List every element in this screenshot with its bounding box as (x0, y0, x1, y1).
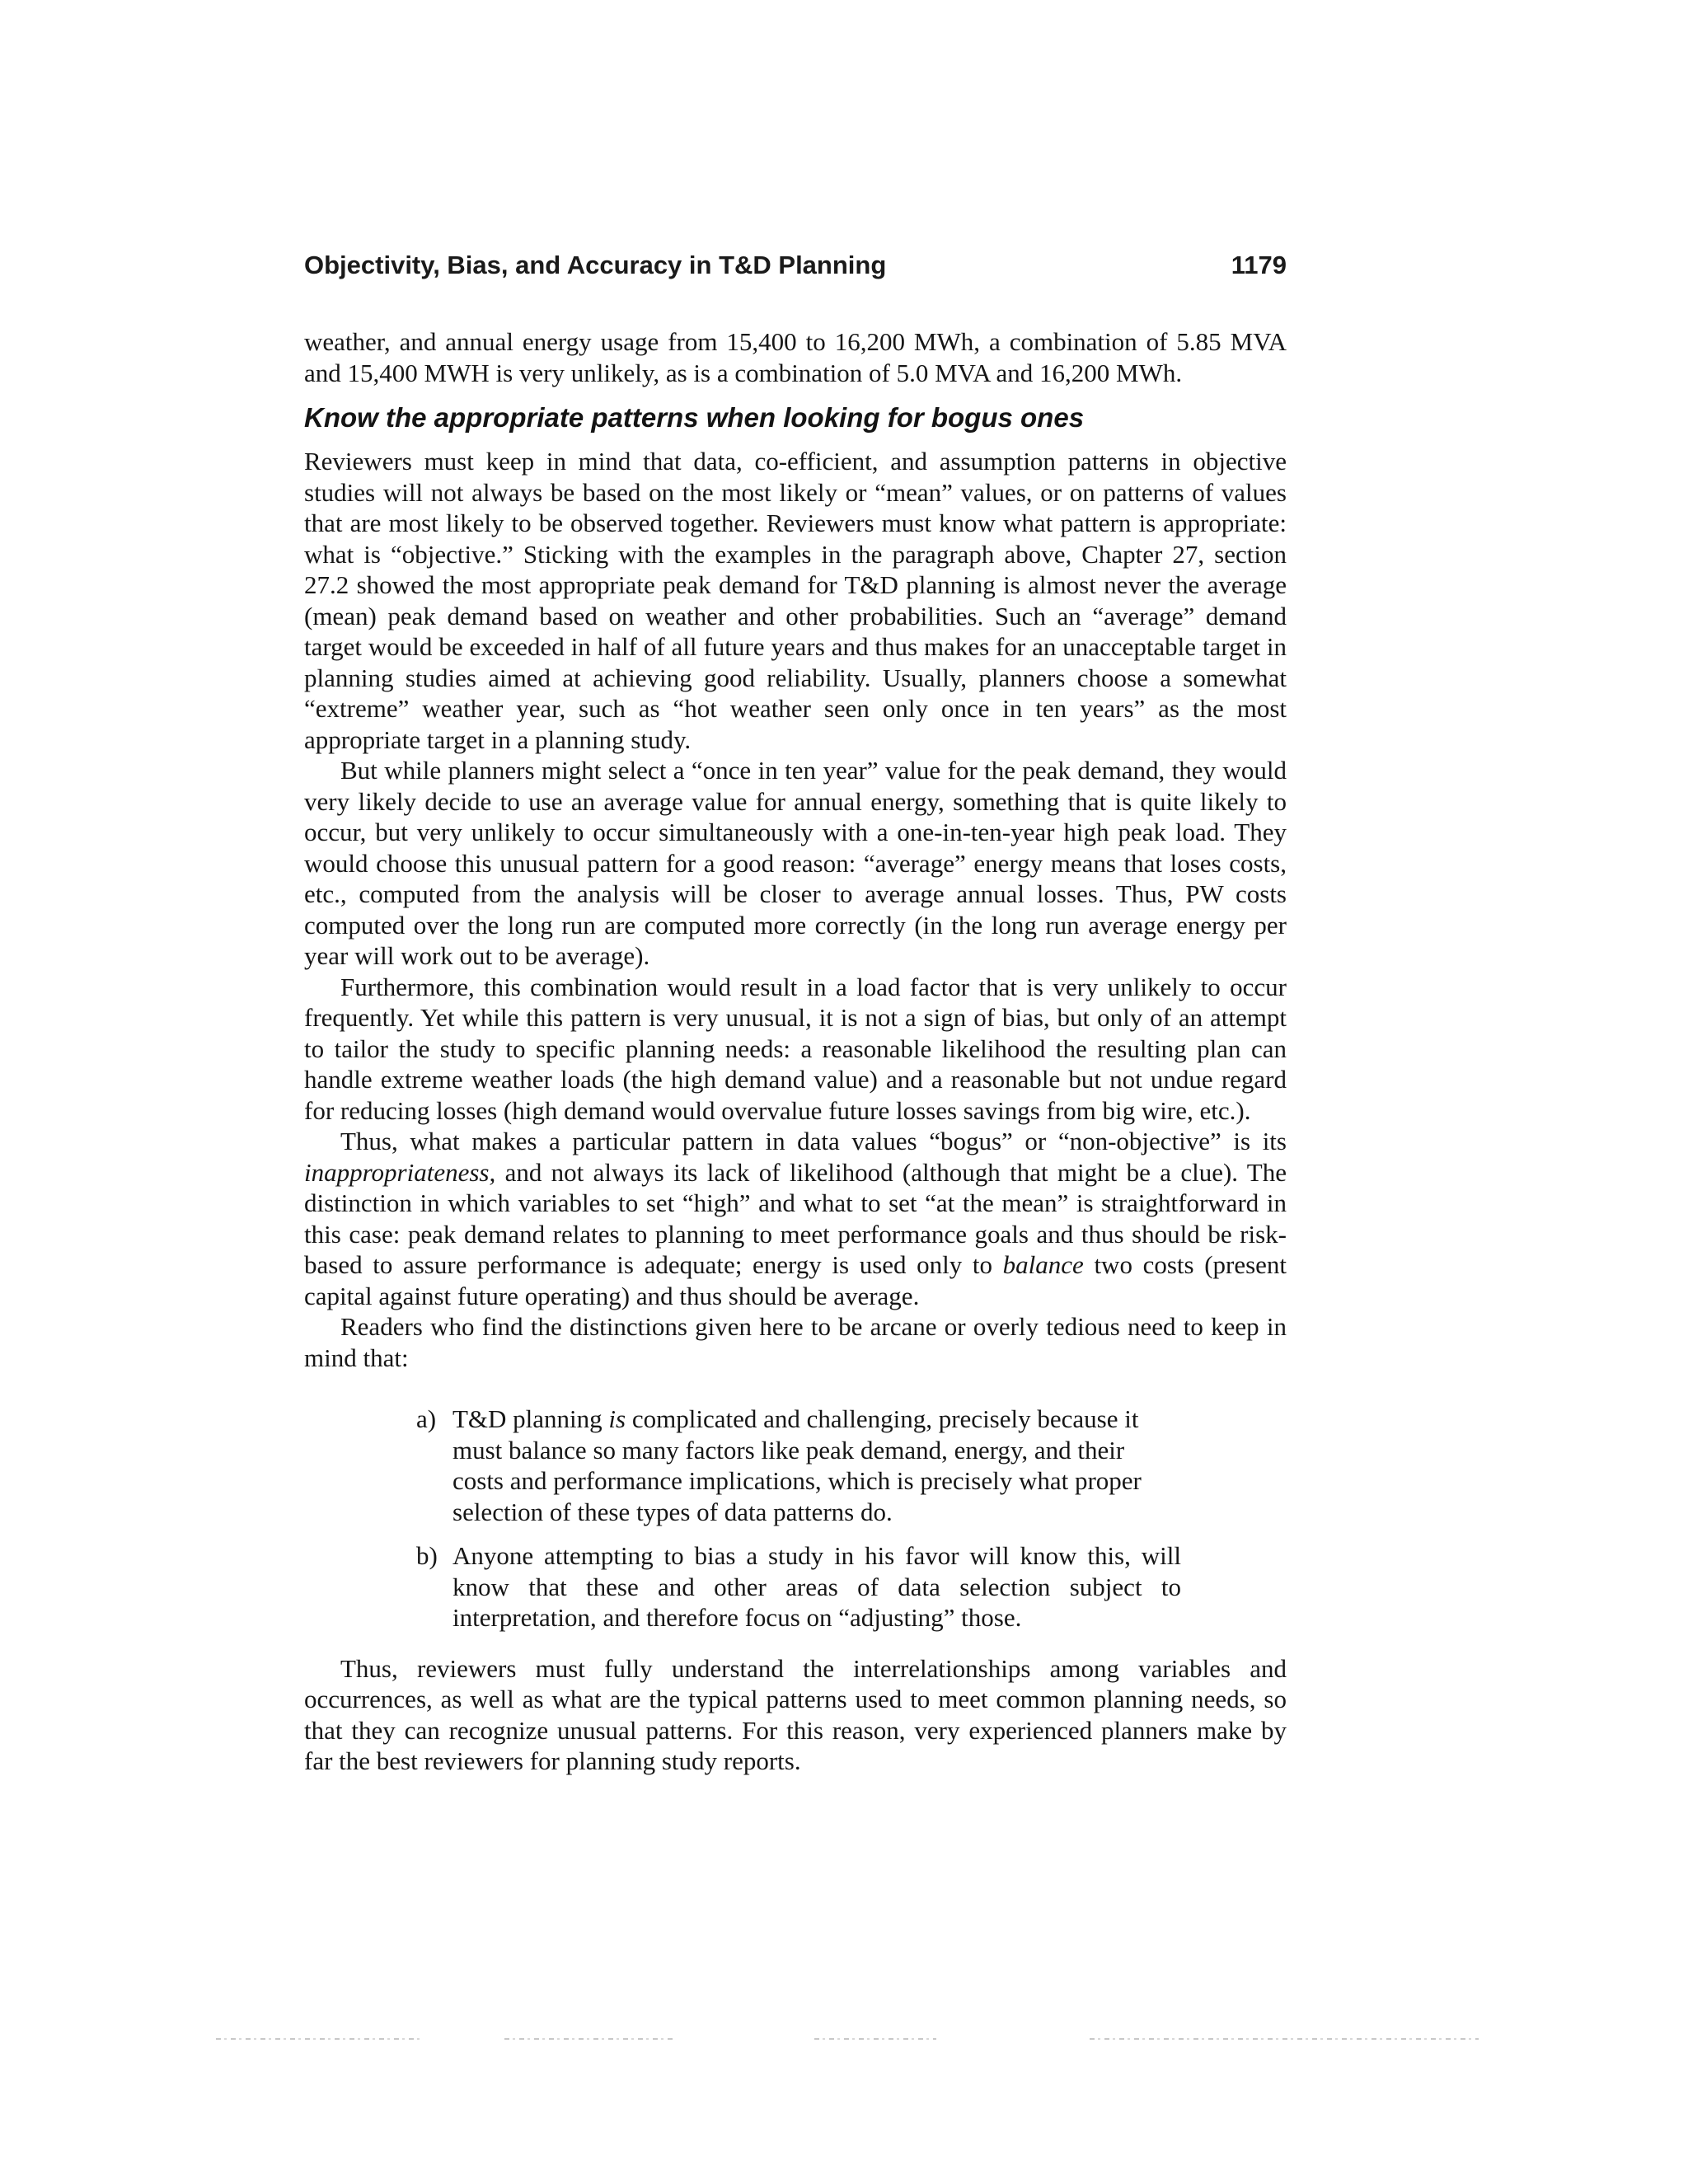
paragraph-bogus-part-c: and not always its lack of likelihood (although that might be a clue). The distinction in which variables to set “high” and what to set “at the mean” is straightforward in this case: peak demand relates to planning to meet performance goals and thus should be risk-based to assure performance is adequate; energy is used only to (304, 1157, 1287, 1279)
list-item-text (452, 1404, 1181, 1527)
emphasis-inappropriateness: inappropriateness, (304, 1157, 496, 1187)
emphasis-balance: balance (1002, 1250, 1084, 1279)
list-item-text-post: complicated and challenging, precisely because it must balance so many factors like peak demand, energy, and their costs and performance implications, which is precisely what proper selection of these types of data patterns do. (452, 1404, 1142, 1526)
chapter-title: Objectivity, Bias, and Accuracy in T&D Planning (304, 251, 887, 279)
emphasis-is: is (608, 1404, 626, 1433)
section-heading: Know the appropriate patterns when looking for bogus ones (304, 402, 1085, 433)
page-number: 1179 (1231, 251, 1287, 279)
paragraph-once-in-ten: But while planners might select a “once in ten year” value for the peak demand, they would very likely decide to use an average value for annual energy, something that is quite likely to occur, but very unlikely to occur simultaneously with a one-in-ten-year high peak load. They would choose this unusual pattern for a good reason: “average” energy means that loses costs, etc., computed from the analysis will be closer to average annual losses. Thus, PW costs computed over the long run are computed more correctly (in the long run average energy per year will work out to be average). (304, 756, 1287, 970)
list-marker: b) (416, 1541, 438, 1570)
paragraph-reviewers: Reviewers must keep in mind that data, co-efficient, and assumption patterns in objective studies will not always be based on the most likely or “mean” values, or on patterns of values that are most likely to be observed together. Reviewers must know what pattern is appropriate: what is “objective.” Sticking with the examples in the paragraph above, Chapter 27, section 27.2 showed the most appropriate peak demand for T&D planning is almost never the average (mean) peak demand based on weather and other probabilities. Such an “average” demand target would be exceeded in half of all future years and thus makes for an unacceptable target in planning studies aimed at achieving good reliability. Usually, planners choose a somewhat “extreme” weather year, such as “hot weather seen only once in ten years” as the most appropriate target in a planning study. (304, 447, 1287, 754)
body-text (304, 326, 1287, 1777)
list-item (304, 1540, 1181, 1633)
lettered-list (304, 1404, 1287, 1633)
scan-artifact-line (504, 2038, 674, 2040)
continued-paragraph: weather, and annual energy usage from 15,400 to 16,200 MWh, a combination of 5.85 MVA and 15,400 MWH is very unlikely, as is a combination of 5.0 MVA and 16,200 MWh. (304, 327, 1287, 387)
list-item-text: Anyone attempting to bias a study in his favor will know this, will know that these and other areas of data selection subject to interpretation, and therefore focus on “adjusting” those. (452, 1541, 1181, 1632)
paragraph-bogus-part-e: two costs (present capital against future operating) and thus should be average. (304, 1250, 1287, 1310)
list-marker: a) (416, 1404, 437, 1433)
paragraph-conclusion: Thus, reviewers must fully understand the interrelationships among variables and occurrences, as well as what are the typical patterns used to meet common planning needs, so that they can recognize unusual patterns. For this reason, very experienced planners make by far the best reviewers for planning study reports. (304, 1653, 1287, 1775)
scan-artifact-line (1090, 2038, 1479, 2040)
paragraph-readers: Readers who find the distinctions given here to be arcane or overly tedious need to keep in mind that: (304, 1312, 1287, 1372)
list-item (304, 1404, 1181, 1527)
paragraph-load-factor: Furthermore, this combination would result in a load factor that is very unlikely to occur frequently. Yet while this pattern is very unusual, it is not a sign of bias, but only of an attempt to tailor the study to specific planning needs: a reasonable likelihood the resulting plan can handle extreme weather loads (the high demand value) and a reasonable but not undue regard for reducing losses (high demand would overvalue future losses savings from big wire, etc.). (304, 972, 1287, 1125)
list-item-text-pre: T&D planning (452, 1404, 603, 1433)
scan-artifact-line (216, 2038, 422, 2040)
scan-artifact-line (814, 2038, 936, 2040)
paragraph-bogus (304, 1126, 1287, 1311)
paragraph-bogus-part-a: Thus, what makes a particular pattern in data values “bogus” or “non-objective” is its (340, 1127, 1287, 1155)
